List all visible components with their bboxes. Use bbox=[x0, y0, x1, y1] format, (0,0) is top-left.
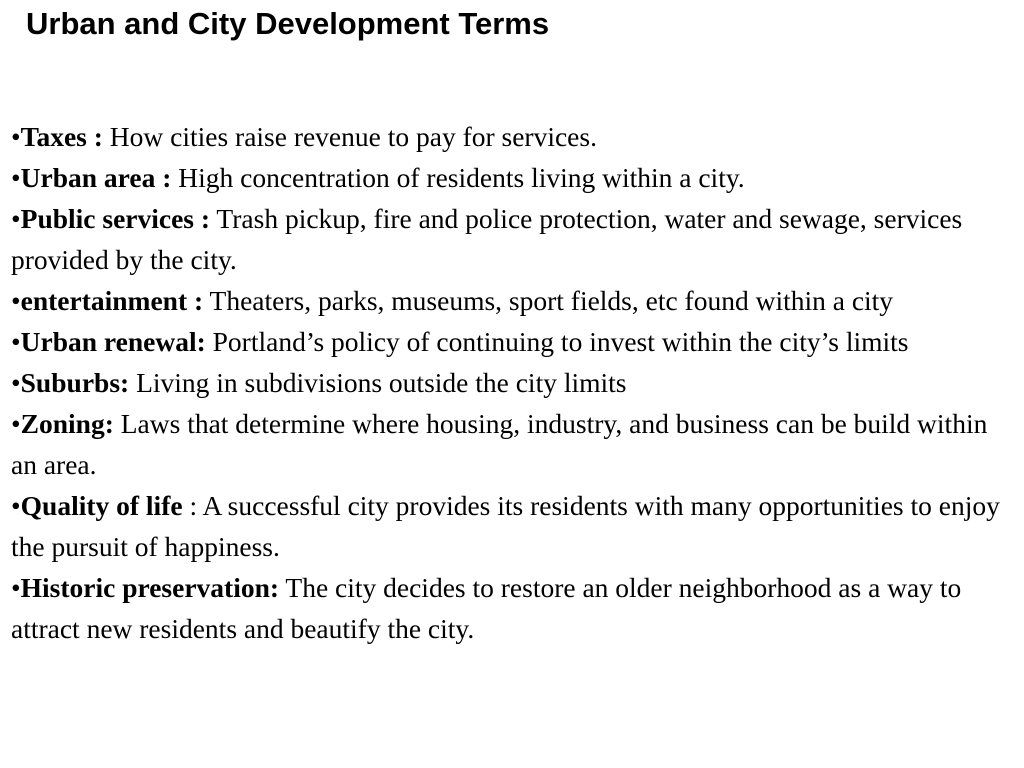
term-name: Suburbs: bbox=[20, 367, 130, 398]
term-name: Taxes : bbox=[20, 121, 103, 152]
slide-title: Urban and City Development Terms bbox=[26, 6, 550, 41]
term-definition: Laws that determine where housing, industry, and business can be build within an area. bbox=[11, 408, 988, 480]
term-item-taxes bbox=[11, 116, 1011, 157]
term-item-quality-of-life bbox=[11, 485, 1011, 567]
term-name: Public services : bbox=[20, 203, 211, 234]
term-definition: Trash pickup, fire and police protection, water and sewage, services provided by the city. bbox=[11, 203, 963, 275]
bullet: • bbox=[11, 285, 21, 316]
bullet: • bbox=[11, 162, 21, 193]
term-separator: : bbox=[182, 490, 198, 521]
term-name: Quality of life bbox=[20, 490, 183, 521]
term-definition: High concentration of residents living within a city. bbox=[171, 162, 745, 193]
bullet: • bbox=[11, 121, 21, 152]
term-item-historic-preservation bbox=[11, 567, 1011, 649]
term-definition: Theaters, parks, museums, sport fields, etc found within a city bbox=[203, 285, 894, 316]
term-item-urban-renewal bbox=[11, 321, 1011, 362]
term-list bbox=[11, 116, 1011, 649]
term-name: Urban renewal: bbox=[20, 326, 206, 357]
bullet: • bbox=[11, 326, 21, 357]
term-item-urban-area bbox=[11, 157, 1011, 198]
bullet: • bbox=[11, 490, 21, 521]
term-name: Zoning: bbox=[20, 408, 114, 439]
term-item-public-services bbox=[11, 198, 1011, 280]
term-definition: The city decides to restore an older neighborhood as a way to attract new residents and beautify the city. bbox=[11, 572, 962, 644]
term-item-zoning bbox=[11, 403, 1011, 485]
bullet: • bbox=[11, 367, 21, 398]
term-definition: Portland’s policy of continuing to invest within the city’s limits bbox=[205, 326, 909, 357]
bullet: • bbox=[11, 408, 21, 439]
term-name: Urban area : bbox=[20, 162, 172, 193]
term-name: entertainment : bbox=[20, 285, 204, 316]
term-name: Historic preservation: bbox=[20, 572, 280, 603]
bullet: • bbox=[11, 572, 21, 603]
term-item-suburbs bbox=[11, 362, 1011, 403]
term-item-entertainment bbox=[11, 280, 1011, 321]
bullet: • bbox=[11, 203, 21, 234]
term-definition: A successful city provides its residents with many opportunities to enjoy the pursuit of happiness. bbox=[11, 490, 1000, 562]
term-definition: Living in subdivisions outside the city limits bbox=[129, 367, 627, 398]
term-definition: How cities raise revenue to pay for services. bbox=[102, 121, 597, 152]
